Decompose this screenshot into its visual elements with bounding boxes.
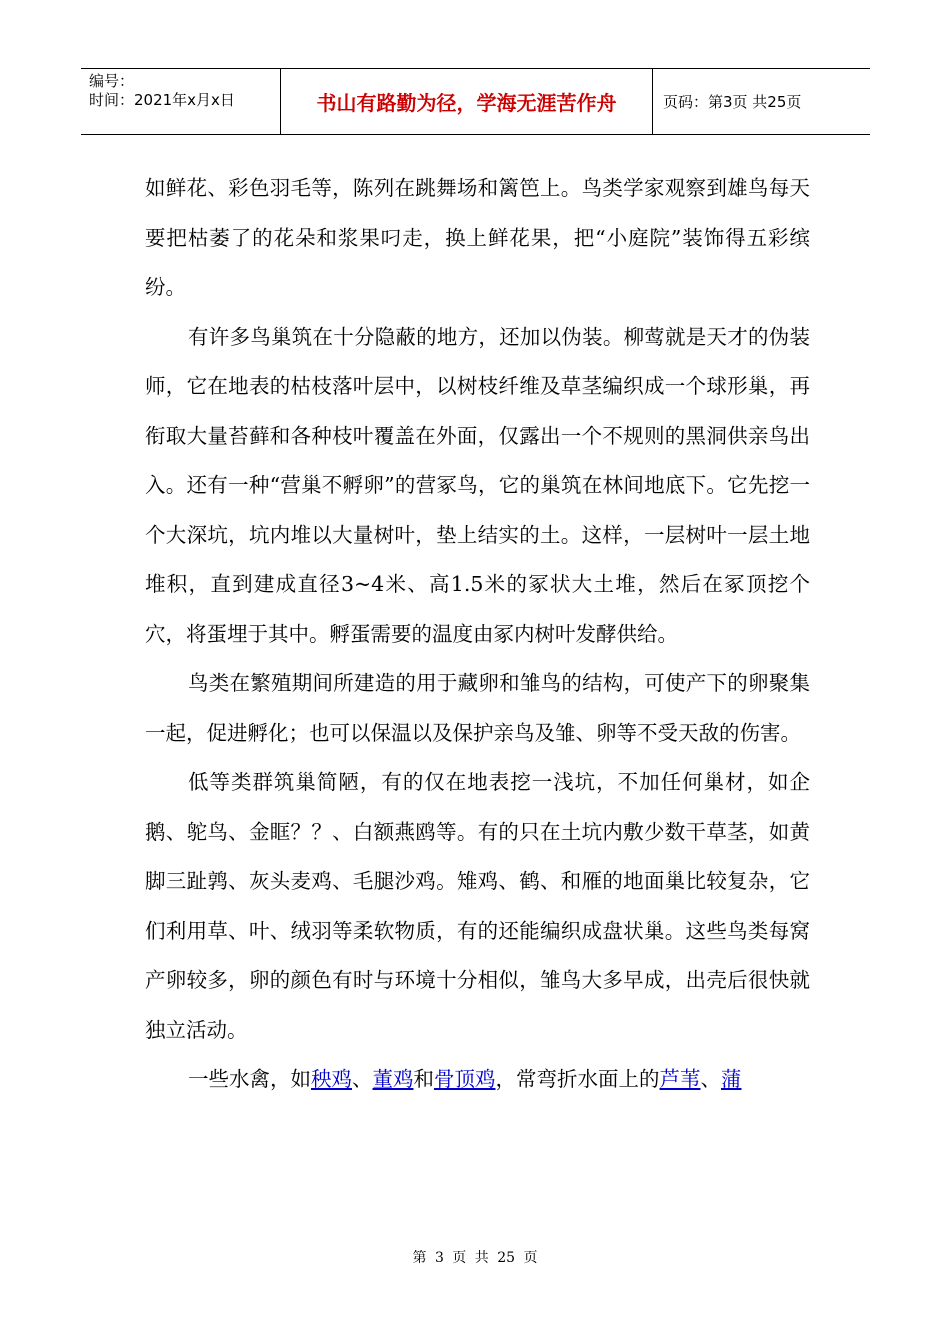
paragraph-5-text: 、 xyxy=(352,1067,373,1091)
header-info-cell xyxy=(81,69,281,134)
document-body xyxy=(145,164,810,1105)
link-gudingji[interactable]: 骨顶鸡 xyxy=(434,1067,496,1091)
document-time-label: 时间：2021年x月x日 xyxy=(89,91,235,109)
paragraph-5-text: ，常弯折水面上的 xyxy=(495,1067,660,1091)
paragraph-5-text: 和 xyxy=(413,1067,434,1091)
paragraph-5 xyxy=(145,1055,810,1105)
paragraph-1: 如鲜花、彩色羽毛等，陈列在跳舞场和篱笆上。鸟类学家观察到雄鸟每天要把枯萎了的花朵和浆果叼走，换上鲜花果，把“小庭院”装饰得五彩缤纷。 xyxy=(145,176,810,299)
link-qiuji[interactable]: 秧鸡 xyxy=(311,1067,352,1091)
link-dongji[interactable]: 董鸡 xyxy=(372,1067,414,1091)
page-footer: 第 3 页 共 25 页 xyxy=(412,1250,538,1266)
paragraph-3: 鸟类在繁殖期间所建造的用于藏卵和雏鸟的结构，可使产下的卵聚集一起，促进孵化；也可以保温以及保护亲鸟及雏、卵等不受天敌的伤害。 xyxy=(145,671,810,745)
header-page-number: 页码：第3页 共25页 xyxy=(663,93,802,111)
header-motto: 书山有路勤为径，学海无涯苦作舟 xyxy=(281,69,653,134)
paragraph-5-text: 一些水禽，如 xyxy=(188,1067,311,1091)
paragraph-5-text: 、 xyxy=(700,1067,721,1091)
page-header xyxy=(81,68,870,135)
link-pu[interactable]: 蒲 xyxy=(721,1067,742,1091)
paragraph-2: 有许多鸟巢筑在十分隐蔽的地方，还加以伪装。柳莺就是天才的伪装师，它在地表的枯枝落叶层中，以树枝纤维及草茎编织成一个球形巢，再衔取大量苔藓和各种枝叶覆盖在外面，仅露出一个不规则的黑洞供亲鸟出入。还有一种“营巢不孵卵”的营冢鸟，它的巢筑在林间地底下。它先挖一个大深坑，坑内堆以大量树叶，垫上结实的土。这样，一层树叶一层土地堆积，直到建成直径3~4米、高1.5米的冢状大土堆，然后在冢顶挖个穴，将蛋埋于其中。孵蛋需要的温度由冢内树叶发酵供给。 xyxy=(145,324,810,646)
paragraph-4: 低等类群筑巢简陋，有的仅在地表挖一浅坑，不加任何巢材，如企鹅、鸵鸟、金眶？？、白额燕鸥等。有的只在土坑内敷少数干草茎，如黄脚三趾鹑、灰头麦鸡、毛腿沙鸡。雉鸡、鹤、和雁的地面巢比较复杂，它们利用草、叶、绒羽等柔软物质，有的还能编织成盘状巢。这些鸟类每窝产卵较多，卵的颜色有时与环境十分相似，雏鸟大多早成，出壳后很快就独立活动。 xyxy=(145,770,810,1042)
link-luwei[interactable]: 芦苇 xyxy=(659,1067,701,1091)
document-number-label: 编号： xyxy=(89,72,135,90)
